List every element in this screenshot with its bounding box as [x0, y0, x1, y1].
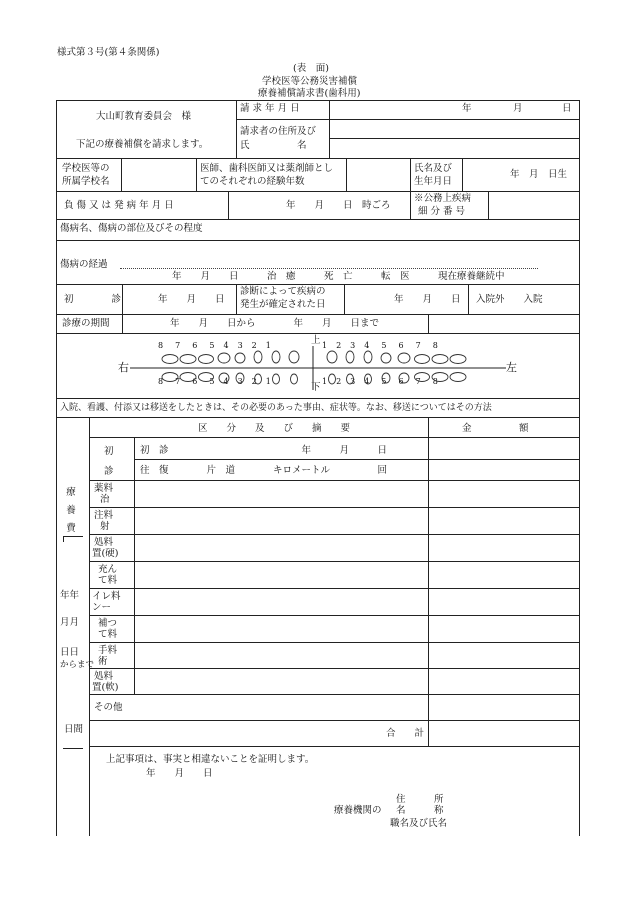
- item-shochi-soft-2: 置(軟): [92, 682, 119, 693]
- name-birth-label-1: 氏名及び: [414, 163, 453, 174]
- first-visit-value: 年 月 日: [158, 294, 225, 305]
- first-row-value: 初 診 年 月 日: [140, 445, 388, 456]
- admission-options: 入院外 入院: [476, 294, 543, 305]
- school-label-2: 所属学校名: [62, 176, 110, 187]
- item-chusha-2: 射: [100, 521, 110, 532]
- nursing-note: 入院、看護、付添又は移送をしたときは、その必要のあった事由、症状等。なお、移送についてはその方法: [60, 403, 492, 413]
- injury-date-value: 年 月 日 時ごろ: [286, 200, 391, 211]
- course-label: 傷病の経過: [60, 259, 108, 270]
- item-hotetsu-1: 補つ: [98, 618, 118, 629]
- days-from: からまで: [60, 660, 95, 670]
- side-you: 養: [66, 505, 76, 516]
- institution-label: 療養機関の: [334, 805, 382, 816]
- name-birth-label-2: 生年月日: [414, 176, 453, 187]
- institution-name-label: 名 称: [396, 805, 444, 816]
- case-number-label-1: ※公務上疾病: [414, 193, 472, 204]
- teeth-numbers-upper-right: 8 7 6 5 4 3 2 1: [158, 341, 272, 350]
- certify-date: 年 月 日: [146, 768, 213, 779]
- period-value: 年 月 日から 年 月 日まで: [170, 318, 380, 329]
- days-month: 月月: [60, 617, 80, 628]
- side-label: (表 面): [293, 63, 329, 74]
- form-number: 様式第３号(第４条関係): [57, 47, 160, 58]
- other-label: その他: [94, 702, 123, 713]
- date-year: 年: [462, 103, 472, 114]
- days-year: 年年: [60, 590, 80, 601]
- trip-value: 往 復 片 道 キロメートル 回: [140, 465, 388, 476]
- request-date-label: 請 求 年 月 日: [240, 103, 300, 114]
- item-shochi-hard-1: 処料: [94, 537, 114, 548]
- item-inlay-1: イレ料: [92, 591, 121, 602]
- teeth-numbers-lower-left: 1 2 3 4 5 6 7 8: [322, 377, 439, 386]
- diag-label: 診: [104, 466, 114, 477]
- addressee: 大山町教育委員会 様: [96, 111, 192, 122]
- dental-chart-icon: [130, 340, 506, 396]
- institution-address-label: 住 所: [396, 794, 444, 805]
- item-yakuryo-1: 薬料: [94, 483, 114, 494]
- col-amount-header: 金 額: [462, 423, 529, 434]
- side-ryo: 療: [66, 487, 76, 498]
- col-items-header: 区 分 及 び 摘 要: [198, 423, 351, 434]
- teeth-numbers-lower-right: 8 7 6 5 4 3 2 1: [158, 377, 272, 386]
- item-chusha-1: 注料: [94, 510, 114, 521]
- certify-text: 上記事項は、事実と相違ないことを証明します。: [106, 754, 315, 765]
- injury-date-label: 負 傷 又 は 発 病 年 月 日: [64, 200, 174, 211]
- teeth-numbers-upper-left: 1 2 3 4 5 6 7 8: [322, 341, 439, 350]
- item-juten-2: て料: [98, 575, 118, 586]
- item-shujutsu-2: 術: [98, 656, 108, 667]
- side-hi: 費: [66, 523, 76, 534]
- item-yakuryo-2: 治: [100, 494, 110, 505]
- institution-person-label: 職名及び氏名: [390, 818, 448, 829]
- teeth-left-side-label: 左: [506, 361, 517, 374]
- course-options: 年 月 日 治 癒 死 亡 転 医 現在療養継続中: [172, 271, 505, 282]
- title-line1: 学校医等公務災害補償: [262, 76, 358, 87]
- item-shujutsu-1: 手料: [98, 645, 118, 656]
- teeth-top-label: 上: [311, 335, 321, 346]
- injury-detail-label: 傷病名、傷病の部位及びその程度: [60, 223, 203, 234]
- teeth-bottom-label: 下: [311, 382, 321, 393]
- diagnosis-label-2: 発生が確定された日: [240, 299, 326, 310]
- date-day: 日: [562, 103, 572, 114]
- experience-label-2: てのそれぞれの経験年数: [200, 176, 305, 187]
- form-title: 療養補償請求書(歯科用): [258, 88, 361, 99]
- school-label-1: 学校医等の: [62, 163, 110, 174]
- birth-value: 年 月 日生: [510, 169, 568, 180]
- days-day: 日日: [60, 647, 80, 658]
- claimant-label-2: 氏 名: [240, 140, 307, 151]
- claimant-label-1: 請求者の住所及び: [240, 126, 317, 137]
- first-label: 初: [104, 446, 114, 457]
- case-number-label-2: 細 分 番 号: [418, 206, 466, 217]
- first-visit-label: 初 診: [64, 294, 122, 305]
- item-hotetsu-2: て料: [98, 629, 118, 640]
- date-month: 月: [513, 103, 523, 114]
- period-label: 診療の期間: [62, 318, 110, 329]
- request-text: 下記の療養補償を請求します。: [76, 139, 209, 150]
- diagnosis-label-1: 診断によって疾病の: [240, 286, 326, 297]
- item-shochi-hard-2: 置(硬): [92, 548, 119, 559]
- item-shochi-soft-1: 処料: [94, 671, 114, 682]
- diagnosis-value: 年 月 日: [394, 294, 461, 305]
- item-inlay-2: ンー: [92, 602, 112, 613]
- experience-label-1: 医師、歯科医師又は薬剤師とし: [200, 163, 334, 174]
- total-label: 合 計: [386, 728, 425, 739]
- teeth-right-side-label: 右: [118, 361, 129, 374]
- days-label: 日間: [64, 724, 84, 735]
- item-juten-1: 充ん: [98, 564, 118, 575]
